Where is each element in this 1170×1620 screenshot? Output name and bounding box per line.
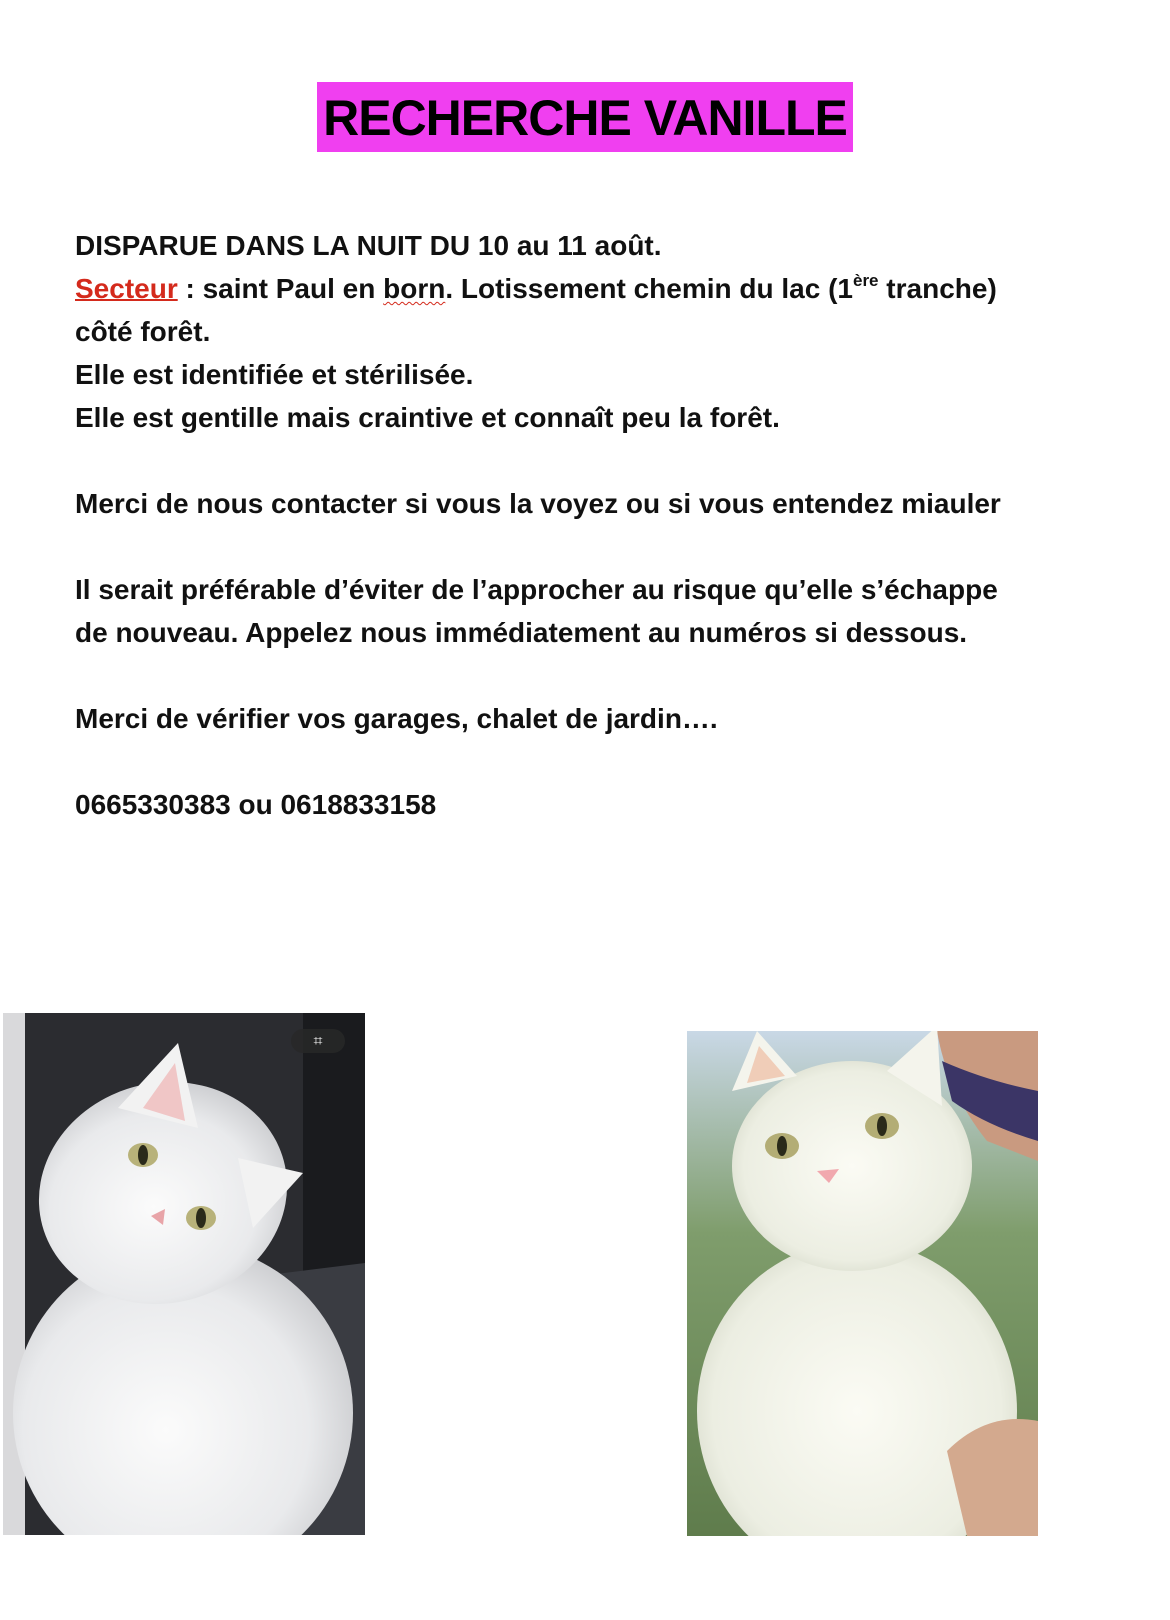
contact-line: Merci de nous contacter si vous la voyez ou si vous entendez miauler <box>75 488 1001 519</box>
check-line: Merci de vérifier vos garages, chalet de jardin…. <box>75 703 718 734</box>
sector-end: tranche) <box>878 273 997 304</box>
disappeared-line: DISPARUE DANS LA NUIT DU 10 au 11 août. <box>75 230 662 261</box>
cat-photo-left <box>3 1013 365 1535</box>
avoid-line-1: Il serait préférable d’éviter de l’approcher au risque qu’elle s’échappe <box>75 574 998 605</box>
sector-label: Secteur <box>75 273 178 304</box>
cat-illustration-right <box>687 1031 1038 1536</box>
title-container <box>0 82 1170 152</box>
notice-body <box>75 224 1135 826</box>
sector-sup: ère <box>852 271 879 290</box>
identified-line: Elle est identifiée et stérilisée. <box>75 359 474 390</box>
sector-born: born <box>383 273 446 304</box>
sector-line-2: côté forêt. <box>75 316 211 347</box>
gentle-line: Elle est gentille mais craintive et connaît peu la forêt. <box>75 402 780 433</box>
avoid-line-2: de nouveau. Appelez nous immédiatement au numéros si dessous. <box>75 617 968 648</box>
cat-illustration-left <box>3 1013 365 1535</box>
crop-icon[interactable]: ⌗ <box>291 1029 345 1053</box>
sector-rest: . Lotissement chemin du lac (1 <box>445 273 853 304</box>
sector-line <box>75 267 1135 310</box>
phones-line: 0665330383 ou 0618833158 <box>75 789 437 820</box>
page-title: RECHERCHE VANILLE <box>317 82 853 152</box>
cat-photo-right <box>687 1031 1038 1536</box>
sector-sep: : saint Paul en <box>177 273 384 304</box>
